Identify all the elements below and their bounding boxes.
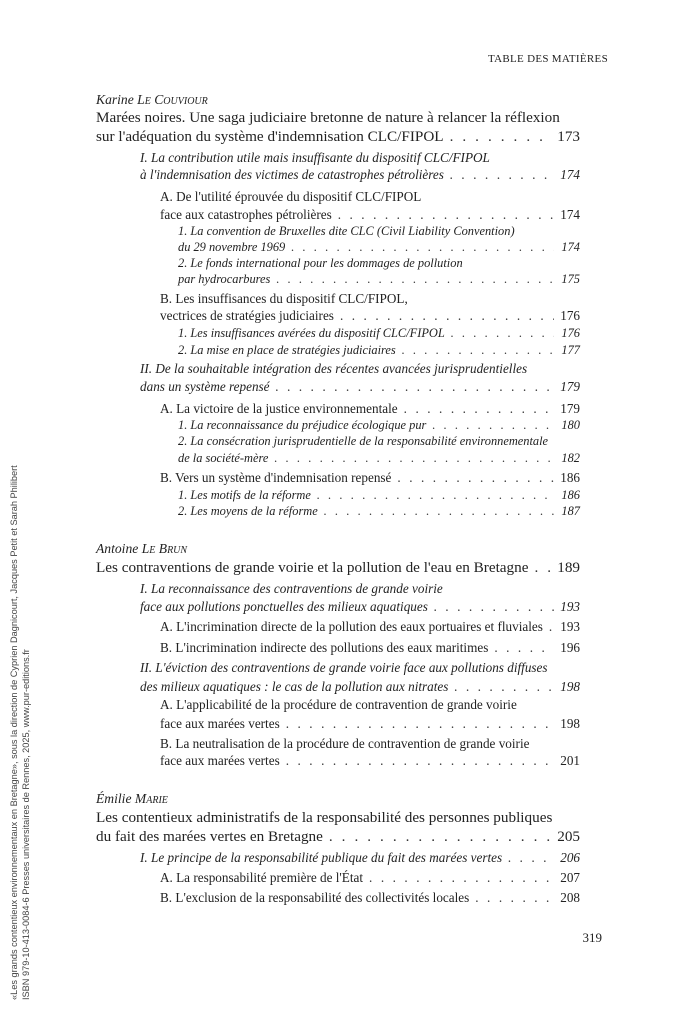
author-name: Karine Le Couviour — [96, 92, 208, 107]
page-number: 319 — [582, 930, 602, 945]
toc-item-line: I. La contribution utile mais insuffisante du dispositif CLC/FIPOL — [140, 150, 490, 165]
toc-item-line: II. L'éviction des contraventions de grande voirie face aux pollutions diffuses — [140, 660, 548, 675]
toc-entry[interactable]: 2. La mise en place de stratégies judiciaires . . . 177 — [96, 341, 580, 359]
toc-item-line: I. La reconnaissance des contraventions de grande voirie — [140, 581, 443, 596]
sidebar-line-2: ISBN 979-10-413-0084-6 Presses universitaires de Rennes, 2025, www.pur-editions.fr — [21, 649, 31, 1000]
author-name: Émilie Marie — [96, 791, 168, 806]
chapter-title-entry[interactable]: sur l'adéquation du système d'indemnisation CLC/FIPOL . . . 173 — [96, 128, 580, 146]
toc-item-line: A. De l'utilité éprouvée du dispositif CLC/FIPOL — [160, 189, 422, 204]
chapter-title-entry[interactable]: Les contraventions de grande voirie et la pollution de l'eau en Bretagne . . . 189 — [96, 559, 580, 577]
toc-entry[interactable]: face aux pollutions ponctuelles des milieux aquatiques . . . 193 — [96, 598, 580, 616]
running-header: TABLE DES MATIÈRES — [487, 53, 608, 65]
toc-item-line: 2. La consécration jurisprudentielle de la responsabilité environnementale — [178, 434, 549, 448]
toc-entry[interactable]: 1. Les motifs de la réforme . . . 186 — [96, 486, 580, 504]
toc-item-line: B. Les insuffisances du dispositif CLC/FIPOL, — [160, 291, 408, 306]
toc-entry[interactable]: B. L'exclusion de la responsabilité des collectivités locales . . . 208 — [96, 889, 580, 907]
toc-entry[interactable]: A. L'incrimination directe de la pollution des eaux portuaires et fluviales . . . 193 — [96, 618, 580, 636]
toc-entry[interactable]: face aux marées vertes . . . 198 — [96, 715, 580, 733]
toc-entry[interactable]: 2. Les moyens de la réforme . . . 187 — [96, 502, 580, 520]
toc-entry[interactable]: vectrices de stratégies judiciaires . . . 176 — [96, 307, 580, 325]
toc-entry[interactable]: par hydrocarbures . . . 175 — [96, 270, 580, 288]
toc-entry[interactable]: des milieux aquatiques : le cas de la pollution aux nitrates . . . 198 — [96, 678, 580, 696]
author-name: Antoine Le Brun — [96, 541, 188, 556]
chapter-title-entry[interactable]: du fait des marées vertes en Bretagne . . . 205 — [96, 828, 580, 846]
toc-entry[interactable]: 1. Les insuffisances avérées du dispositif CLC/FIPOL . . . 176 — [96, 324, 580, 342]
toc-entry[interactable]: B. Vers un système d'indemnisation repensé . . . 186 — [96, 469, 580, 487]
toc-entry[interactable]: I. Le principe de la responsabilité publique du fait des marées vertes . . . 206 — [96, 849, 580, 867]
sidebar-line-1: «Les grands contentieux environnementaux en Bretagne», sous la direction de Cyprien Dagnicourt, Jacques Petit et Sarah Philibert — [9, 465, 19, 1000]
chapter-title-line: Les contentieux administratifs de la responsabilité des personnes publiques — [96, 809, 553, 826]
toc-item-line: B. La neutralisation de la procédure de contravention de grande voirie — [160, 736, 530, 751]
toc-entry[interactable]: dans un système repensé . . . 179 — [96, 378, 580, 396]
toc-item-line: 2. Le fonds international pour les dommages de pollution — [178, 256, 463, 270]
toc-entry[interactable]: face aux catastrophes pétrolières . . . 174 — [96, 206, 580, 224]
toc-entry[interactable]: face aux marées vertes . . . 201 — [96, 752, 580, 770]
toc-item-line: A. L'applicabilité de la procédure de contravention de grande voirie — [160, 697, 517, 712]
toc-entry[interactable]: A. La responsabilité première de l'État . . . 207 — [96, 869, 580, 887]
toc-entry[interactable]: à l'indemnisation des victimes de catastrophes pétrolières . . . 174 — [96, 166, 580, 184]
toc-entry[interactable]: du 29 novembre 1969 . . . 174 — [96, 238, 580, 256]
toc-entry[interactable]: de la société-mère . . . 182 — [96, 449, 580, 467]
toc-entry[interactable]: 1. La reconnaissance du préjudice écologique pur . . . 180 — [96, 416, 580, 434]
toc-item-line: II. De la souhaitable intégration des récentes avancées jurisprudentielles — [140, 361, 528, 376]
copyright-sidebar — [8, 20, 32, 1000]
toc-item-line: 1. La convention de Bruxelles dite CLC (Civil Liability Convention) — [178, 224, 515, 238]
toc-entry[interactable]: A. La victoire de la justice environnementale . . . 179 — [96, 400, 580, 418]
toc-entry[interactable]: B. L'incrimination indirecte des pollutions des eaux maritimes . . . 196 — [96, 639, 580, 657]
chapter-title-line: Marées noires. Une saga judiciaire bretonne de nature à relancer la réflexion — [96, 109, 560, 126]
